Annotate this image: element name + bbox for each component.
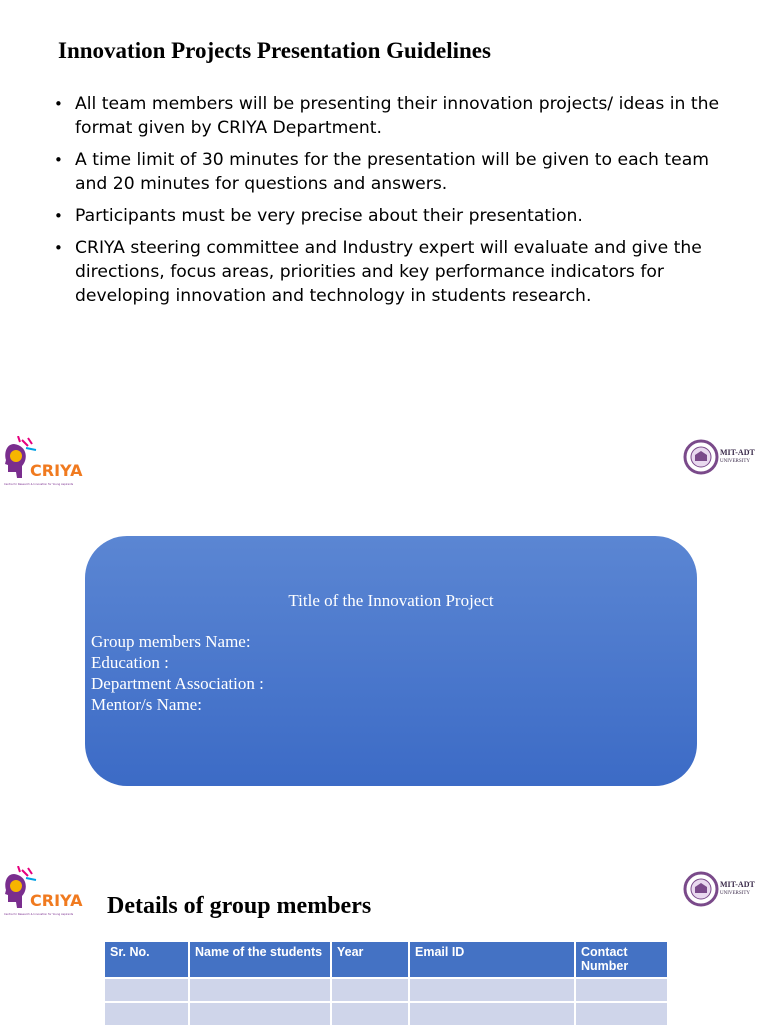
mit-sub: UNIVERSITY: [720, 891, 750, 896]
criya-logo: [2, 436, 84, 488]
guideline-item: • A time limit of 30 minutes for the presentation will be given to each team and 20 minutes for questions and answers.: [54, 148, 724, 196]
table-cell: [409, 978, 575, 1002]
col-student-name: Name of the students: [189, 941, 331, 978]
field-group-members: Group members Name:: [91, 632, 251, 651]
guideline-item: • CRIYA steering committee and Industry expert will evaluate and give the directions, focus areas, priorities and key performance indicators for developing innovation and technology in students research.: [54, 236, 724, 308]
criya-logo: [2, 866, 84, 918]
table-cell: [575, 978, 668, 1002]
criya-wordmark: CRIYA: [30, 891, 83, 910]
criya-tagline: Centre for Research & Innovation for Young Aspirants: [4, 913, 74, 916]
field-education: Education :: [91, 653, 169, 672]
col-email: Email ID: [409, 941, 575, 978]
mit-wordmark: MIT-ADT: [720, 448, 755, 457]
table-cell: [104, 978, 189, 1002]
table-header-row: [104, 941, 668, 978]
mit-adt-logo: [683, 869, 763, 909]
col-sr-no: Sr. No.: [104, 941, 189, 978]
criya-tagline: Centre for Research & Innovation for Young Aspirants: [4, 483, 74, 486]
col-contact: Contact Number: [575, 941, 668, 978]
table-cell: [331, 1002, 409, 1026]
guideline-item: • All team members will be presenting their innovation projects/ ideas in the format given by CRIYA Department.: [54, 92, 724, 140]
mit-wordmark: MIT-ADT: [720, 880, 755, 889]
page-title: Innovation Projects Presentation Guidelines: [58, 38, 491, 63]
mit-adt-logo: [683, 437, 763, 477]
table-cell: [409, 1002, 575, 1026]
project-info-box: [85, 536, 697, 786]
guideline-item: • Participants must be very precise about their presentation.: [54, 204, 724, 228]
table-row: [104, 1002, 668, 1026]
mit-sub: UNIVERSITY: [720, 459, 750, 464]
table-cell: [575, 1002, 668, 1026]
project-fields: [91, 631, 264, 715]
field-mentor: Mentor/s Name:: [91, 695, 202, 714]
col-year: Year: [331, 941, 409, 978]
guidelines-list: [54, 92, 724, 316]
details-heading: Details of group members: [107, 893, 372, 919]
university-seal-icon: [685, 441, 717, 473]
table-cell: [331, 978, 409, 1002]
criya-wordmark: CRIYA: [30, 461, 83, 480]
project-title-label: Title of the Innovation Project: [288, 591, 494, 610]
group-members-table: [103, 940, 669, 1027]
table-cell: [104, 1002, 189, 1026]
table-cell: [189, 978, 331, 1002]
university-seal-icon: [685, 873, 717, 905]
field-department: Department Association :: [91, 674, 264, 693]
table-cell: [189, 1002, 331, 1026]
table-row: [104, 978, 668, 1002]
